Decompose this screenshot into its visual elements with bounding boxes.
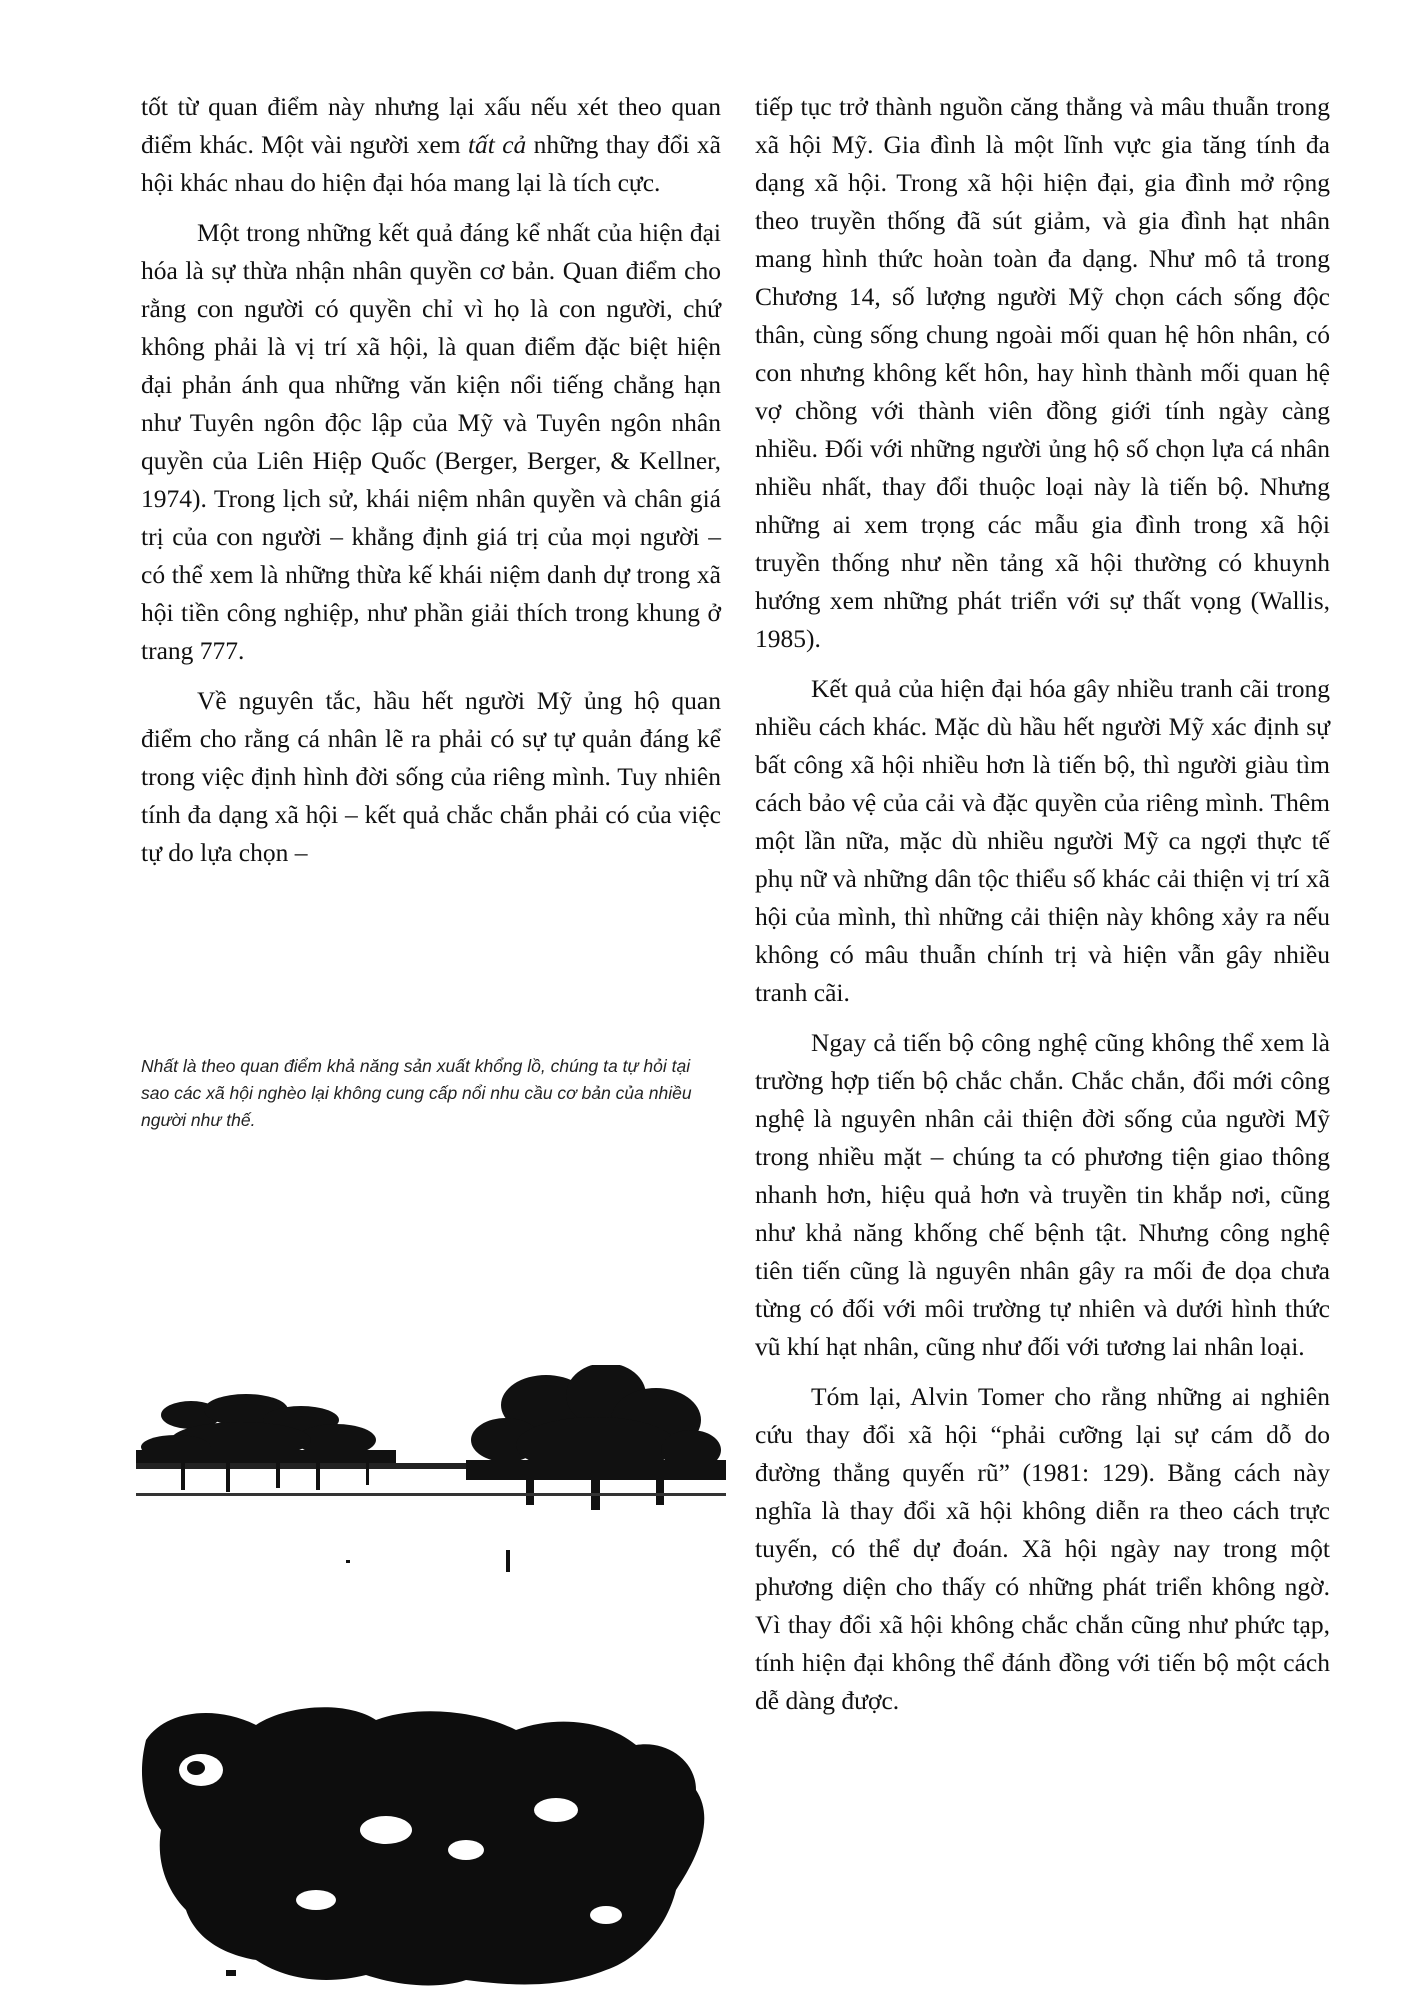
paragraph: Một trong những kết quả đáng kể nhất của hiện đại hóa là sự thừa nhận nhân quyền cơ bản. Quan điểm cho rằng con người có quyền chỉ vì họ là con người, chứ không phải là vị trí xã hội, là quan điểm đặc biệt hiện đại phản ánh qua những văn kiện nổi tiếng chẳng hạn như Tuyên ngôn độc lập của Mỹ và Tuyên ngôn nhân quyền của Liên Hiệp Quốc (Berger, Berger, & Kellner, 1974). Trong lịch sử, khái niệm nhân quyền và chân giá trị của con người – khẳng định giá trị của mọi người – có thể xem là những thừa kế khái niệm danh dự trong xã hội tiền công nghiệp, như phần giải thích trong khung ở trang 777. [141,218,721,665]
photo-caption: Nhất là theo quan điểm khả năng sản xuất khổng lồ, chúng ta tự hỏi tại sao các xã hội nghèo lại không cung cấp nổi nhu cầu cơ bản của nhiều người như thế. [141,1056,692,1130]
emphasis-text: tất cả [467,130,527,159]
paragraph: Kết quả của hiện đại hóa gây nhiều tranh cãi trong nhiều cách khác. Mặc dù hầu hết người Mỹ xác định sự bất công xã hội nhiều hơn là tiến bộ, thì người giàu tìm cách bảo vệ của cải và đặc quyền của riêng mình. Thêm một lần nữa, mặc dù nhiều người Mỹ ca ngợi thực tế phụ nữ và những dân tộc thiểu số khác cải thiện vị trí xã hội của mình, thì những cải thiện này không xảy ra nếu không có mâu thuẫn chính trị và hiện vẫn gây nhiều tranh cãi. [755,674,1330,1007]
paragraph: Ngay cả tiến bộ công nghệ cũng không thể xem là trường hợp tiến bộ chắc chắn. Chắc chắn, đổi mới công nghệ là nguyên nhân cải thiện đời sống của người Mỹ trong nhiều mặt – chúng ta có phương tiện giao thông nhanh hơn, hiệu quả hơn và truyền tin khắp nơi, cũng như khả năng khống chế bệnh tật. Nhưng công nghệ tiên tiến cũng là nguyên nhân gây ra mối đe dọa chưa từng có đối với môi trường tự nhiên và dưới hình thức vũ khí hạt nhân, cũng như đối với tương lai nhân loại. [755,1028,1330,1361]
right-column [755,88,1330,1732]
paragraph: Tóm lại, Alvin Tomer cho rằng những ai nghiên cứu thay đổi xã hội “phải cưỡng lại sự cám dỗ do đường thẳng quyến rũ” (1981: 129). Bằng cách này nghĩa là thay đổi xã hội không diễn ra theo cách trực tuyến, có thể dự đoán. Xã hội ngày nay trong một phương diện cho thấy có những phát triển không ngờ. Vì thay đổi xã hội không chắc chắn cũng như phức tạp, tính hiện đại không thể đánh đồng với tiến bộ một cách dễ dàng được. [755,1382,1330,1715]
left-column [141,88,721,884]
dark-blot-photo [136,1700,726,1997]
paragraph: tốt từ quan điểm này nhưng lại xấu nếu xét theo quan điểm khác. Một vài người xem tất cả những thay đổi xã hội khác nhau do hiện đại hóa mang lại là tích cực. [141,92,721,197]
paragraph: tiếp tục trở thành nguồn căng thẳng và mâu thuẫn trong xã hội Mỹ. Gia đình là một lĩnh vực gia tăng tính đa dạng xã hội. Trong xã hội hiện đại, gia đình mở rộng theo truyền thống đã sút giảm, và gia đình hạt nhân mang hình thức hoàn toàn đa dạng. Như mô tả trong Chương 14, số lượng người Mỹ chọn cách sống độc thân, cùng sống chung ngoài mối quan hệ hôn nhân, có con nhưng không kết hôn, hay hình thành mối quan hệ vợ chồng với thành viên đồng giới tính ngày càng nhiều. Đối với những người ủng hộ số chọn lựa cá nhân nhiều nhất, thay đổi thuộc loại này là tiến bộ. Nhưng những ai xem trọng các mẫu gia đình trong xã hội truyền thống như nền tảng xã hội thường có khuynh hướng xem những phát triển với sự thất vọng (Wallis, 1985). [755,92,1330,653]
tree-silhouette-photo [136,1365,726,1590]
paragraph: Về nguyên tắc, hầu hết người Mỹ ủng hộ quan điểm cho rằng cá nhân lẽ ra phải có sự tự quản đáng kể trong việc định hình đời sống của riêng mình. Tuy nhiên tính đa dạng xã hội – kết quả chắc chắn phải có của việc tự do lựa chọn – [141,686,721,867]
